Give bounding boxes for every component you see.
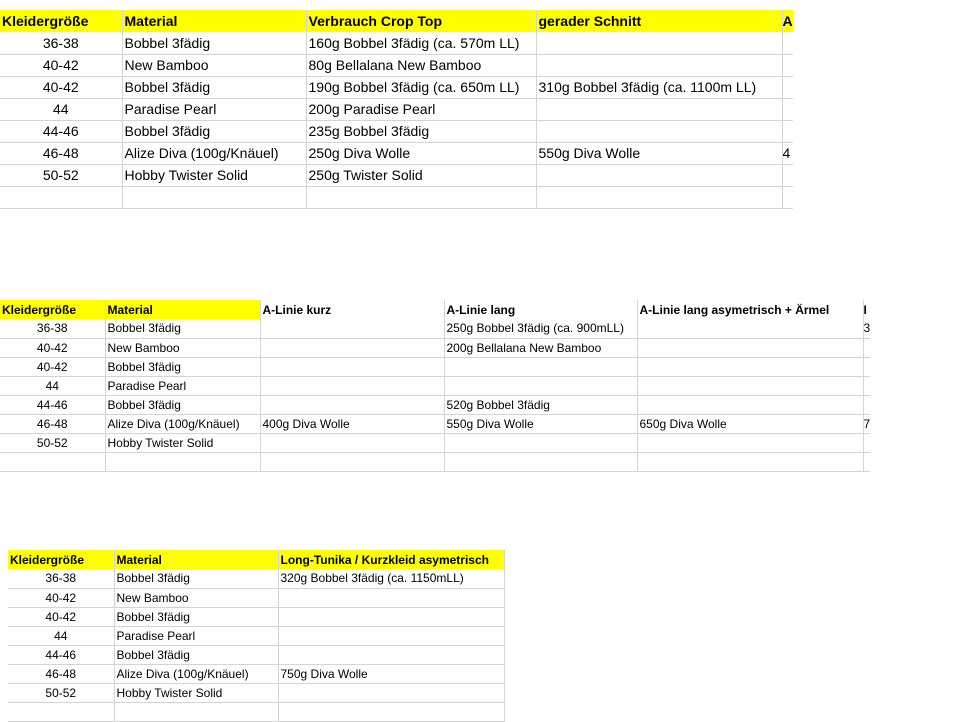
table-cell <box>260 433 444 452</box>
column-header: A-Linie lang asymetrisch + Ärmel <box>637 300 863 319</box>
table-cell: 44-46 <box>0 395 105 414</box>
table-cell: Hobby Twister Solid <box>114 683 278 702</box>
table-cell <box>536 98 782 120</box>
table-cell: 50-52 <box>0 433 105 452</box>
table-cell <box>536 186 782 208</box>
table-cell <box>444 357 637 376</box>
table-row <box>8 569 504 588</box>
table-cell <box>444 452 637 471</box>
table-cell: Hobby Twister Solid <box>122 164 306 186</box>
table-cell: 650g Diva Wolle <box>637 414 863 433</box>
table-row <box>0 164 793 186</box>
table-cell: Paradise Pearl <box>122 98 306 120</box>
table-cell: 235g Bobbel 3fädig <box>306 120 536 142</box>
table-cell: 520g Bobbel 3fädig <box>444 395 637 414</box>
column-header: A <box>782 10 793 32</box>
table-row <box>0 120 793 142</box>
table-cell <box>278 645 504 664</box>
table-cell: Alize Diva (100g/Knäuel) <box>114 664 278 683</box>
header-row <box>0 300 870 319</box>
table-cell: 44 <box>0 98 122 120</box>
table-row <box>0 54 793 76</box>
table-cell <box>260 357 444 376</box>
header-row <box>8 550 504 569</box>
table-row <box>8 607 504 626</box>
column-header: Material <box>105 300 260 319</box>
table-long-tunika <box>8 550 505 722</box>
table-cell <box>782 120 793 142</box>
table-cell: 200g Paradise Pearl <box>306 98 536 120</box>
table-cell <box>0 186 122 208</box>
table-cell: Paradise Pearl <box>105 376 260 395</box>
table-cell <box>863 338 870 357</box>
table-row <box>8 664 504 683</box>
table-row <box>0 433 870 452</box>
table-cell <box>637 452 863 471</box>
table-cell: 80g Bellalana New Bamboo <box>306 54 536 76</box>
table-row <box>0 452 870 471</box>
table-cell <box>536 164 782 186</box>
table-cell <box>105 452 260 471</box>
table-cell: Bobbel 3fädig <box>114 569 278 588</box>
column-header: Kleidergröße <box>0 300 105 319</box>
table-cell: 250g Bobbel 3fädig (ca. 900mLL) <box>444 319 637 338</box>
table-row <box>8 645 504 664</box>
table-cell: 46-48 <box>0 414 105 433</box>
table-cell: 40-42 <box>8 607 114 626</box>
table-cell <box>863 376 870 395</box>
table-cell <box>782 76 793 98</box>
table-cell <box>260 319 444 338</box>
table-cell <box>637 395 863 414</box>
table-cell <box>0 452 105 471</box>
table-cell <box>536 54 782 76</box>
table-cell <box>863 357 870 376</box>
table-row <box>0 357 870 376</box>
table-cell: 160g Bobbel 3fädig (ca. 570m LL) <box>306 32 536 54</box>
column-header: Material <box>114 550 278 569</box>
table-cell: 320g Bobbel 3fädig (ca. 1150mLL) <box>278 569 504 588</box>
table-row <box>8 588 504 607</box>
table-cell: Bobbel 3fädig <box>122 32 306 54</box>
table-cell <box>863 395 870 414</box>
table-cell <box>637 319 863 338</box>
table-cell: 7 <box>863 414 870 433</box>
table-cell: 44-46 <box>0 120 122 142</box>
table-cell <box>536 32 782 54</box>
table-row <box>0 319 870 338</box>
column-header: Kleidergröße <box>8 550 114 569</box>
column-header: gerader Schnitt <box>536 10 782 32</box>
table-cell: 310g Bobbel 3fädig (ca. 1100m LL) <box>536 76 782 98</box>
table-cell: 36-38 <box>0 319 105 338</box>
table-row <box>0 414 870 433</box>
table-crop-top <box>0 10 793 209</box>
table-cell: 250g Twister Solid <box>306 164 536 186</box>
table-cell <box>782 32 793 54</box>
table-row <box>0 142 793 164</box>
table-cell <box>260 395 444 414</box>
table-cell: New Bamboo <box>105 338 260 357</box>
header-row <box>0 10 793 32</box>
table-cell: 40-42 <box>8 588 114 607</box>
column-header: Long-Tunika / Kurzkleid asymetrisch <box>278 550 504 569</box>
column-header: I <box>863 302 867 317</box>
table-cell: Paradise Pearl <box>114 626 278 645</box>
table-row <box>0 395 870 414</box>
table-cell: 40-42 <box>0 338 105 357</box>
table-cell <box>637 376 863 395</box>
table-cell: 44 <box>8 626 114 645</box>
table-cell <box>260 452 444 471</box>
table-cell: 50-52 <box>0 164 122 186</box>
table-cell <box>863 433 870 452</box>
table-row <box>0 32 793 54</box>
table-cell: 40-42 <box>0 76 122 98</box>
table-cell <box>782 54 793 76</box>
table-cell <box>8 702 114 721</box>
table-row <box>0 376 870 395</box>
table-cell: Bobbel 3fädig <box>105 395 260 414</box>
table-cell <box>444 433 637 452</box>
table-row <box>8 626 504 645</box>
table-cell: Bobbel 3fädig <box>122 76 306 98</box>
table-cell: 4 <box>782 142 793 164</box>
table-cell <box>637 433 863 452</box>
table-row <box>0 338 870 357</box>
table-cell: 200g Bellalana New Bamboo <box>444 338 637 357</box>
table-cell <box>536 120 782 142</box>
column-header: A-Linie lang <box>444 300 637 319</box>
table-cell <box>278 626 504 645</box>
table-cell: 40-42 <box>0 54 122 76</box>
table-cell <box>278 588 504 607</box>
table-cell <box>782 164 793 186</box>
table-cell: Alize Diva (100g/Knäuel) <box>105 414 260 433</box>
table-row <box>8 683 504 702</box>
table-cell: Bobbel 3fädig <box>105 357 260 376</box>
table-cell: Bobbel 3fädig <box>114 607 278 626</box>
table-cell: 550g Diva Wolle <box>536 142 782 164</box>
table-cell <box>637 357 863 376</box>
table-cell: 250g Diva Wolle <box>306 142 536 164</box>
table-cell: New Bamboo <box>122 54 306 76</box>
table-cell: 40-42 <box>0 357 105 376</box>
table-cell: Hobby Twister Solid <box>105 433 260 452</box>
table-cell: 190g Bobbel 3fädig (ca. 650m LL) <box>306 76 536 98</box>
table-cell <box>278 683 504 702</box>
table-cell <box>260 338 444 357</box>
table-cell <box>122 186 306 208</box>
table-cell <box>637 338 863 357</box>
table-cell <box>782 186 793 208</box>
column-header: Material <box>122 10 306 32</box>
table-row <box>8 702 504 721</box>
table-cell: 550g Diva Wolle <box>444 414 637 433</box>
column-header: A-Linie kurz <box>260 300 444 319</box>
table-cell <box>114 702 278 721</box>
table-cell: Bobbel 3fädig <box>105 319 260 338</box>
table-cell <box>863 452 870 471</box>
table-cell <box>444 376 637 395</box>
table-cell: 400g Diva Wolle <box>260 414 444 433</box>
table-cell: 50-52 <box>8 683 114 702</box>
table-cell <box>278 607 504 626</box>
table-cell: Alize Diva (100g/Knäuel) <box>122 142 306 164</box>
table-cell <box>278 702 504 721</box>
table-cell: New Bamboo <box>114 588 278 607</box>
table-cell: 3 <box>863 319 870 338</box>
table-a-linie <box>0 300 870 472</box>
column-header: Kleidergröße <box>0 10 122 32</box>
table-cell <box>260 376 444 395</box>
table-cell: 46-48 <box>0 142 122 164</box>
table-cell <box>306 186 536 208</box>
table-cell: 36-38 <box>0 32 122 54</box>
column-header: Verbrauch Crop Top <box>306 10 536 32</box>
table-row <box>0 98 793 120</box>
table-cell: 36-38 <box>8 569 114 588</box>
table-row <box>0 186 793 208</box>
table-cell: Bobbel 3fädig <box>114 645 278 664</box>
table-cell: 44 <box>0 376 105 395</box>
table-cell: 44-46 <box>8 645 114 664</box>
table-cell: 46-48 <box>8 664 114 683</box>
table-cell: Bobbel 3fädig <box>122 120 306 142</box>
table-row <box>0 76 793 98</box>
table-cell <box>782 98 793 120</box>
table-cell: 750g Diva Wolle <box>278 664 504 683</box>
